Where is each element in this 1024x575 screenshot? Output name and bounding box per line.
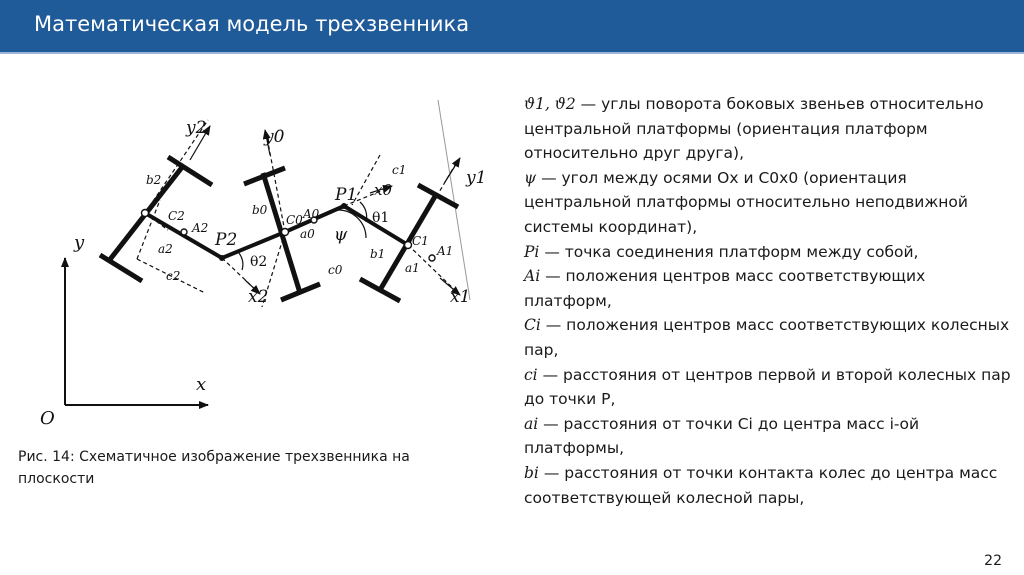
label-A2: A2 (192, 221, 209, 235)
label-P1: P1 (335, 185, 358, 205)
definition-item: Ai — положения центров масс соответствующих платформ, (524, 267, 926, 310)
axis-label-origin: O (40, 408, 55, 429)
label-C2: C2 (168, 209, 185, 223)
definition-item: ϑ1, ϑ2 — углы поворота боковых звеньев относительно центральной платформы (ориентация платформ относительно друг друга), (524, 95, 984, 163)
definitions-list (524, 92, 1014, 510)
label-a1: a1 (405, 261, 420, 275)
definition-item: ci — расстояния от центров первой и второй колесных пар до точки P, (524, 365, 1011, 409)
definition-item: ψ — угол между осями Ox и C0x0 (ориентация центральной платформы относительно неподвижной системы координат), (524, 168, 968, 236)
label-theta1: θ1 (372, 210, 390, 226)
label-a0: a0 (300, 227, 315, 241)
label-theta2: θ2 (250, 254, 268, 270)
definition-item: ai — расстояния от точки Ci до центра масс i-ой платформы, (524, 414, 920, 458)
label-c0: c0 (328, 263, 343, 277)
label-y1: y1 (466, 168, 487, 188)
label-a2: a2 (158, 242, 173, 256)
axis-label-x: x (196, 374, 207, 395)
label-c2: c2 (166, 269, 181, 283)
label-A1: A1 (437, 244, 454, 258)
label-b1: b1 (370, 247, 386, 261)
label-y0: y0 (264, 127, 285, 147)
slide-header (0, 0, 1024, 52)
slide-title: Математическая модель трехзвенника (34, 12, 470, 36)
axis-label-y: y (74, 232, 85, 253)
label-x2: x2 (248, 287, 269, 307)
definition-item: Pi — точка соединения платформ между собой, (524, 242, 919, 261)
label-C1: C1 (412, 234, 429, 248)
axis-arrow-y1 (445, 158, 460, 182)
figure-caption: Рис. 14: Схематичное изображение трехзвенника на плоскости (18, 449, 410, 487)
label-b2: b2 (146, 173, 162, 187)
label-x1: x1 (450, 287, 471, 307)
label-c1: c1 (392, 163, 407, 177)
definition-item: bi — расстояния от точки контакта колес до центра масс соответствующей колесной пары, (524, 463, 998, 507)
label-C0: C0 (286, 213, 303, 227)
label-y2: y2 (186, 118, 207, 138)
definition-item: Ci — положения центров масс соответствующих колесных пар, (524, 316, 1010, 359)
label-P2: P2 (215, 230, 238, 250)
header-divider (0, 52, 1024, 54)
angle-arc-theta2 (238, 252, 243, 270)
page-number: 22 (984, 553, 1002, 569)
label-b0: b0 (252, 203, 268, 217)
label-psi: ψ (334, 225, 348, 245)
three-link-diagram (0, 60, 500, 440)
label-x0: x0 (374, 181, 393, 199)
label-A0: A0 (303, 207, 320, 221)
